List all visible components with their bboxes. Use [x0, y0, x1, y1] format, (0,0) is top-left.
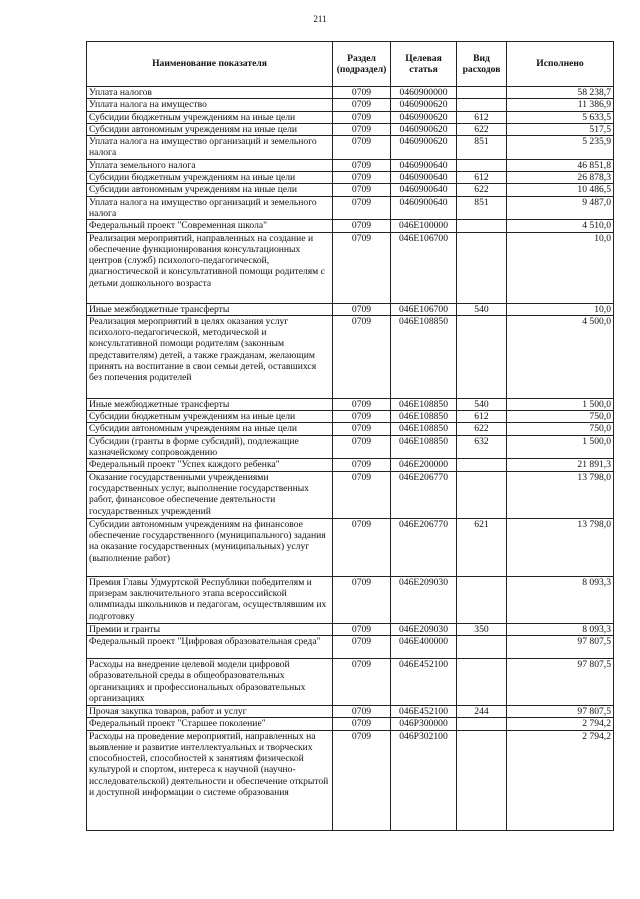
budget-table [86, 41, 614, 831]
header-type: Вид расходов [457, 42, 507, 87]
cell-name: Субсидии (гранты в форме субсидий), подлежащие казначейскому сопровождению [87, 435, 333, 459]
cell-amount: 5 633,5 [507, 111, 614, 123]
cell-section: 0709 [333, 576, 391, 623]
cell-type [457, 315, 507, 398]
cell-target: 046E108850 [391, 423, 457, 435]
cell-section: 0709 [333, 184, 391, 196]
cell-amount: 750,0 [507, 423, 614, 435]
cell-target: 0460900620 [391, 111, 457, 123]
cell-amount: 10,0 [507, 303, 614, 315]
table-row [87, 303, 614, 315]
cell-type [457, 220, 507, 232]
cell-type: 622 [457, 123, 507, 135]
cell-name: Уплата налога на имущество [87, 99, 333, 111]
cell-type [457, 87, 507, 99]
cell-section: 0709 [333, 136, 391, 160]
table-row [87, 435, 614, 459]
cell-section: 0709 [333, 87, 391, 99]
table-row [87, 398, 614, 410]
cell-type: 851 [457, 136, 507, 160]
table-row [87, 423, 614, 435]
cell-amount: 58 238,7 [507, 87, 614, 99]
table-body [87, 87, 614, 831]
table-row [87, 315, 614, 398]
cell-type [457, 718, 507, 730]
cell-type: 632 [457, 435, 507, 459]
cell-section: 0709 [333, 411, 391, 423]
cell-name: Премии и гранты [87, 623, 333, 635]
cell-section: 0709 [333, 718, 391, 730]
cell-target: 046E452100 [391, 658, 457, 705]
cell-target: 046E209030 [391, 623, 457, 635]
cell-target: 046E200000 [391, 459, 457, 471]
cell-name: Федеральный проект "Современная школа" [87, 220, 333, 232]
table-row [87, 220, 614, 232]
cell-type: 622 [457, 423, 507, 435]
table-header-row [87, 42, 614, 87]
table-row [87, 196, 614, 220]
cell-target: 046E106700 [391, 232, 457, 303]
cell-section: 0709 [333, 435, 391, 459]
cell-section: 0709 [333, 398, 391, 410]
cell-name: Субсидии бюджетным учреждениям на иные цели [87, 111, 333, 123]
cell-target: 0460900640 [391, 184, 457, 196]
header-target: Целевая статья [391, 42, 457, 87]
cell-name: Субсидии автономным учреждениям на иные цели [87, 123, 333, 135]
cell-type [457, 471, 507, 518]
cell-section: 0709 [333, 730, 391, 830]
cell-type [457, 159, 507, 171]
cell-name: Иные межбюджетные трансферты [87, 303, 333, 315]
cell-amount: 97 807,5 [507, 658, 614, 705]
table-row [87, 111, 614, 123]
table-row [87, 658, 614, 705]
header-amount: Исполнено [507, 42, 614, 87]
table-row [87, 87, 614, 99]
table-row [87, 172, 614, 184]
header-section: Раздел (подраздел) [333, 42, 391, 87]
table-row [87, 136, 614, 160]
cell-type [457, 635, 507, 658]
table-row [87, 718, 614, 730]
cell-section: 0709 [333, 232, 391, 303]
cell-target: 046E206770 [391, 518, 457, 576]
table-row [87, 730, 614, 830]
cell-section: 0709 [333, 220, 391, 232]
cell-target: 046E400000 [391, 635, 457, 658]
cell-target: 046E108850 [391, 435, 457, 459]
cell-name: Субсидии бюджетным учреждениям на иные цели [87, 172, 333, 184]
cell-target: 046E100000 [391, 220, 457, 232]
page-number: 211 [313, 14, 327, 24]
cell-type: 244 [457, 705, 507, 717]
cell-target: 0460900620 [391, 123, 457, 135]
cell-amount: 26 878,3 [507, 172, 614, 184]
cell-target: 0460900620 [391, 99, 457, 111]
cell-amount: 2 794,2 [507, 718, 614, 730]
cell-name: Оказание государственными учреждениями государственных услуг, выполнение государственных работ, финансовое обеспечение деятельности государственных учреждений [87, 471, 333, 518]
cell-target: 046P302100 [391, 730, 457, 830]
cell-type: 540 [457, 398, 507, 410]
cell-name: Прочая закупка товаров, работ и услуг [87, 705, 333, 717]
table-row [87, 459, 614, 471]
cell-target: 046E209030 [391, 576, 457, 623]
table-row [87, 518, 614, 576]
header-name: Наименование показателя [87, 42, 333, 87]
table-row [87, 232, 614, 303]
cell-type: 622 [457, 184, 507, 196]
cell-target: 046E108850 [391, 315, 457, 398]
cell-name: Субсидии автономным учреждениям на иные цели [87, 184, 333, 196]
cell-target: 046E206770 [391, 471, 457, 518]
cell-section: 0709 [333, 471, 391, 518]
cell-amount: 21 891,3 [507, 459, 614, 471]
cell-type: 350 [457, 623, 507, 635]
cell-amount: 13 798,0 [507, 518, 614, 576]
cell-section: 0709 [333, 518, 391, 576]
table-row [87, 635, 614, 658]
table-row [87, 99, 614, 111]
cell-target: 0460900640 [391, 159, 457, 171]
cell-amount: 13 798,0 [507, 471, 614, 518]
cell-name: Расходы на проведение мероприятий, направленных на выявление и развитие интеллектуальных и творческих способностей, способностей к занятиям физической культурой и спортом, интереса к научной (научно-исследовательской) деятельности и обеспечение открытой и доступной информации о системе образования [87, 730, 333, 830]
cell-amount: 10,0 [507, 232, 614, 303]
cell-name: Расходы на внедрение целевой модели цифровой образовательной среды в общеобразовательных организациях и профессиональных образовательных организациях [87, 658, 333, 705]
cell-type [457, 576, 507, 623]
cell-section: 0709 [333, 315, 391, 398]
cell-type [457, 459, 507, 471]
cell-type: 540 [457, 303, 507, 315]
cell-amount: 1 500,0 [507, 398, 614, 410]
cell-type [457, 232, 507, 303]
cell-section: 0709 [333, 159, 391, 171]
cell-amount: 46 851,8 [507, 159, 614, 171]
cell-section: 0709 [333, 423, 391, 435]
cell-amount: 8 093,3 [507, 576, 614, 623]
cell-target: 046E108850 [391, 411, 457, 423]
cell-type: 851 [457, 196, 507, 220]
cell-section: 0709 [333, 705, 391, 717]
cell-amount: 5 235,9 [507, 136, 614, 160]
cell-amount: 750,0 [507, 411, 614, 423]
cell-section: 0709 [333, 303, 391, 315]
cell-amount: 2 794,2 [507, 730, 614, 830]
cell-section: 0709 [333, 658, 391, 705]
cell-name: Уплата налогов [87, 87, 333, 99]
cell-target: 0460900640 [391, 196, 457, 220]
cell-section: 0709 [333, 459, 391, 471]
cell-amount: 517,5 [507, 123, 614, 135]
cell-target: 046E108850 [391, 398, 457, 410]
cell-amount: 97 807,5 [507, 705, 614, 717]
cell-type [457, 99, 507, 111]
cell-target: 046E452100 [391, 705, 457, 717]
table-row [87, 623, 614, 635]
cell-type: 612 [457, 411, 507, 423]
cell-name: Субсидии бюджетным учреждениям на иные цели [87, 411, 333, 423]
cell-section: 0709 [333, 99, 391, 111]
cell-target: 0460900000 [391, 87, 457, 99]
cell-name: Иные межбюджетные трансферты [87, 398, 333, 410]
cell-type: 612 [457, 172, 507, 184]
cell-amount: 1 500,0 [507, 435, 614, 459]
cell-name: Федеральный проект "Успех каждого ребенка" [87, 459, 333, 471]
table-row [87, 184, 614, 196]
table-row [87, 705, 614, 717]
cell-name: Уплата налога на имущество организаций и земельного налога [87, 196, 333, 220]
cell-type: 612 [457, 111, 507, 123]
cell-amount: 10 486,5 [507, 184, 614, 196]
cell-amount: 11 386,9 [507, 99, 614, 111]
table-row [87, 576, 614, 623]
cell-type [457, 658, 507, 705]
cell-name: Субсидии автономным учреждениям на финансовое обеспечение государственного (муниципального) задания на оказание государственных (муниципальных) услуг (выполнение работ) [87, 518, 333, 576]
cell-type [457, 730, 507, 830]
cell-name: Уплата земельного налога [87, 159, 333, 171]
cell-target: 046P300000 [391, 718, 457, 730]
cell-target: 046E106700 [391, 303, 457, 315]
cell-section: 0709 [333, 172, 391, 184]
cell-name: Уплата налога на имущество организаций и земельного налога [87, 136, 333, 160]
table-row [87, 471, 614, 518]
cell-amount: 4 500,0 [507, 315, 614, 398]
cell-name: Федеральный проект "Цифровая образовательная среда" [87, 635, 333, 658]
cell-target: 0460900640 [391, 172, 457, 184]
cell-section: 0709 [333, 123, 391, 135]
cell-name: Реализация мероприятий в целях оказания услуг психолого-педагогической, методической и консультативной помощи родителям (законным представителям) детей, а также гражданам, желающим принять на воспитание в свои семьи детей, оставшихся без попечения родителей [87, 315, 333, 398]
cell-amount: 8 093,3 [507, 623, 614, 635]
table-row [87, 159, 614, 171]
cell-name: Субсидии автономным учреждениям на иные цели [87, 423, 333, 435]
cell-amount: 97 807,5 [507, 635, 614, 658]
cell-type: 621 [457, 518, 507, 576]
cell-amount: 4 510,0 [507, 220, 614, 232]
cell-name: Федеральный проект "Старшее поколение" [87, 718, 333, 730]
cell-name: Реализация мероприятий, направленных на создание и обеспечение функционирования консультационных центров (служб) психолого-педагогической, диагностической и консультативной помощи родителям с детьми дошкольного возраста [87, 232, 333, 303]
table-row [87, 123, 614, 135]
cell-section: 0709 [333, 635, 391, 658]
cell-name: Премия Главы Удмуртской Республики победителям и призерам заключительного этапа всероссийской олимпиады школьников и педагогам, осуществлявшим их подготовку [87, 576, 333, 623]
cell-target: 0460900620 [391, 136, 457, 160]
cell-section: 0709 [333, 623, 391, 635]
table-row [87, 411, 614, 423]
cell-section: 0709 [333, 111, 391, 123]
cell-section: 0709 [333, 196, 391, 220]
cell-amount: 9 487,0 [507, 196, 614, 220]
